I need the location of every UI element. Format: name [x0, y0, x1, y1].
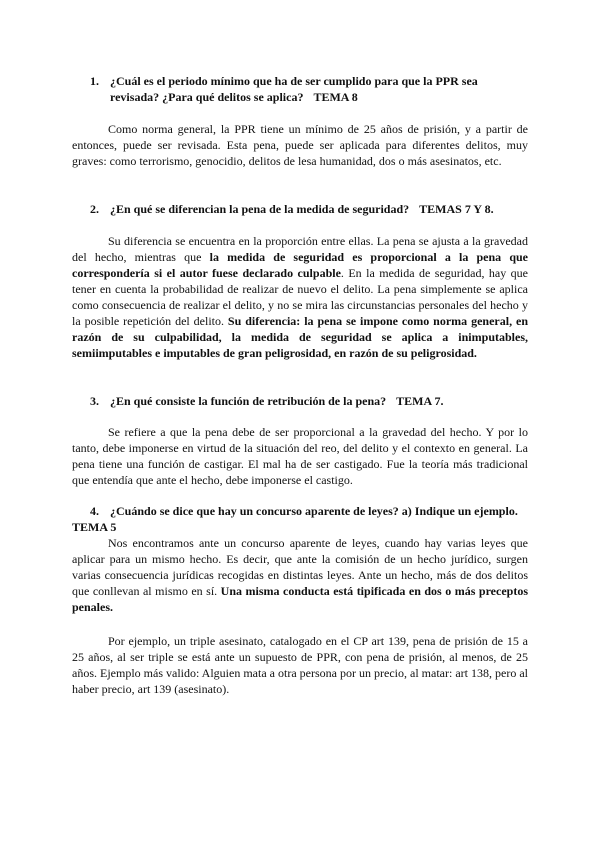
answer-2-paragraph — [72, 233, 528, 361]
question-text: ¿Cuándo se dice que hay un concurso aparente de leyes? a) Indique un ejemplo. — [110, 504, 518, 518]
answer-3-paragraph: Se refiere a que la pena debe de ser proporcional a la gravedad del hecho. Y por lo tanto, debe imponerse en virtud de la situación del reo, del delito y el contexto en general. La pena tiene una función de castigar. El mal ha de ser castigado. Fue la teoría más tradicional que entendía que ante el hecho, debe imponerse el castigo. — [72, 425, 528, 487]
question-number: 4. — [90, 504, 99, 518]
tema-label: TEMA 8 — [313, 90, 358, 104]
question-1-heading — [72, 73, 528, 105]
tema-label: TEMA 7. — [396, 394, 444, 408]
question-2-heading — [72, 201, 528, 217]
question-number: 1. — [90, 74, 99, 88]
answer-bold-text: la medida de seguridad es proporcional a la pena que correspondería si el autor fuese declarado culpable — [72, 250, 528, 280]
question-number: 2. — [90, 202, 99, 216]
tema-label: TEMAS 7 Y 8. — [419, 202, 494, 216]
answer-bold-text: Su diferencia: la pena se impone como norma general, en razón de su culpabilidad, la medida de seguridad se aplica a inimputables, semiimputables e imputables de gran peligrosidad, en razón de su peligrosidad. — [72, 314, 528, 360]
answer-text: Nos encontramos ante un concurso aparente de leyes, cuando hay varias leyes que aplicar para un mismo hecho. Es decir, que ante la comisión de un hecho jurídico, surgen varias consecuencia jurídicas recogidas en distintas leyes. Ante un hecho, más de dos delitos que conllevan al mismo en sí. — [72, 536, 528, 598]
question-number: 3. — [90, 394, 99, 408]
question-text: ¿Cuál es el periodo mínimo que ha de ser cumplido para que la PPR sea revisada? ¿Para qué delitos se aplica? — [110, 74, 478, 104]
answer-4-example-paragraph: Por ejemplo, un triple asesinato, catalogado en el CP art 139, pena de prisión de 15 a 25 años, al ser triple se está ante un supuesto de PPR, con pena de prisión, al menos, de 25 años. Ejemplo más valido: Alguien mata a otra persona por un precio, al matar: art 138, pero al haber precio, art 139 (asesinato). — [72, 634, 528, 696]
answer-bold-text: Una misma conducta está tipificada en dos o más preceptos penales. — [72, 584, 528, 614]
answer-text: . En la medida de seguridad, hay que tener en cuenta la probabilidad de realizar de nuevo el delito. La pena simplemente se aplica como consecuencia de realizar el delito, y no se mira las circunstancias personales del hecho y la posible repetición del delito. — [72, 266, 528, 328]
answer-4-paragraph — [72, 535, 528, 615]
answer-1-paragraph: Como norma general, la PPR tiene un mínimo de 25 años de prisión, y a partir de entonces, puede ser revisada. Esta pena, puede ser aplicada para diferentes delitos, muy graves: como terrorismo, genocidio, delitos de lesa humanidad, dos o más asesinatos, etc. — [72, 122, 528, 168]
question-4-heading — [72, 503, 528, 535]
answer-text: Su diferencia se encuentra en la proporción entre ellas. La pena se ajusta a la gravedad del hecho, mientras que — [72, 234, 528, 264]
question-text: ¿En qué consiste la función de retribución de la pena? — [110, 394, 387, 408]
question-text: ¿En qué se diferencian la pena de la medida de seguridad? — [110, 202, 410, 216]
tema-label: TEMA 5 — [72, 520, 117, 534]
question-3-heading — [72, 393, 528, 409]
